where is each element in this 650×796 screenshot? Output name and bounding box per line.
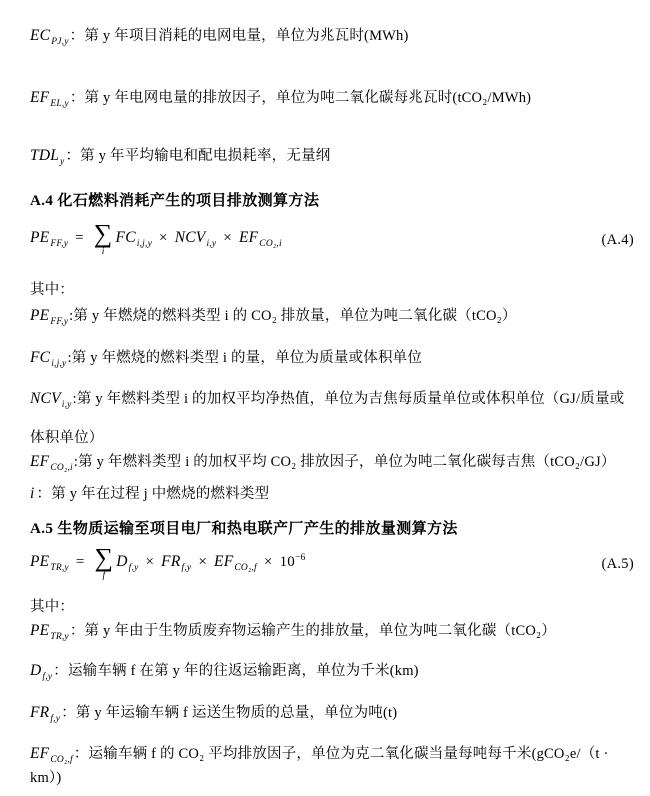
formula-token-op: =: [75, 230, 84, 246]
formula-token-op: ×: [198, 554, 208, 570]
formula-token-var: $FR_{f,y}$: [161, 553, 192, 573]
definition-ef-co2-f: [30, 743, 634, 789]
formula-token-pow: $10^{-6}$: [279, 553, 306, 570]
definition-text: ：第 y 年电网电量的排放因子，单位为吨二氧化碳每兆瓦时(tCO₂/MWh): [69, 90, 532, 106]
formula-token-var: $NCV_{i,y}$: [174, 229, 217, 249]
symbol-ef-el: $EF_{EL,y}$: [30, 89, 69, 109]
formula-token-op: ×: [145, 554, 155, 570]
definition-fr: [30, 702, 634, 727]
symbol-ef-co2-f: $EF_{CO_2,f}$: [30, 745, 73, 765]
symbol-i: i: [30, 485, 35, 502]
formula-token-op: ×: [223, 230, 232, 246]
symbol-ncv: $NCV_{i,y}$: [30, 390, 72, 410]
sigma-icon: ∑: [93, 219, 113, 248]
definition-text: ：第 y 年运输车辆 f 运送生物质的总量，单位为吨(t): [61, 705, 398, 721]
definition-text: :第 y 年燃料类型 i 的加权平均 CO₂ 排放因子，单位为吨二氧化碳每吉焦（tCO₂/GJ）: [73, 454, 616, 470]
formula-token-var: $PE_{TR,y}$: [30, 553, 69, 573]
definition-text: ：运输车辆 f 的 CO₂ 平均排放因子，单位为克二氧化碳当量每吨每千米(gCO₂e/（t · km）): [30, 746, 609, 786]
symbol-fc: $FC_{i,j,y}$: [30, 349, 67, 369]
formula-token-op: =: [75, 554, 85, 570]
formula-a5: [30, 543, 306, 581]
definition-ncv: [30, 382, 634, 455]
definition-ef-co2-i: [30, 451, 634, 476]
formula-token-sum: ∑ i: [93, 219, 113, 257]
definition-text: :第 y 年燃烧的燃料类型 i 的 CO₂ 排放量，单位为吨二氧化碳（tCO₂）: [69, 308, 517, 324]
formula-token-var: $EF_{CO_2,i}$: [238, 229, 282, 249]
where-label-a5: 其中：: [30, 599, 75, 615]
equation-label-a5: (A.5): [601, 556, 634, 573]
definition-pe-ff: [30, 305, 634, 330]
symbol-pe-ff: $PE_{FF,y}$: [30, 307, 69, 327]
symbol-pe-tr: $PE_{TR,y}$: [30, 622, 69, 642]
section-a4-heading: A.4 化石燃料消耗产生的项目排放测算方法: [30, 193, 320, 209]
formula-token-op: ×: [159, 230, 168, 246]
formula-token-var: $FC_{i,j,y}$: [115, 229, 153, 249]
definition-text: ：第 y 年由于生物质废弃物运输产生的排放量，单位为吨二氧化碳（tCO₂）: [69, 623, 556, 639]
definition-text: ：第 y 年在过程 j 中燃烧的燃料类型: [36, 486, 270, 502]
formula-token-var: $PE_{FF,y}$: [30, 229, 69, 249]
definition-d: [30, 660, 634, 685]
formula-token-var: $EF_{CO_2,f}$: [214, 553, 257, 573]
formula-a4-row: [30, 219, 634, 257]
definition-ec-pj: [30, 25, 634, 50]
equation-label-a4: (A.4): [601, 232, 634, 249]
section-a5-heading: A.5 生物质运输至项目电厂和热电联产厂产生的排放量测算方法: [30, 521, 458, 537]
formula-token-op: ×: [263, 554, 273, 570]
symbol-ec-pj: $EC_{PJ,y}$: [30, 27, 69, 47]
symbol-fr: $FR_{f,y}$: [30, 704, 61, 724]
definition-fc: [30, 347, 634, 372]
definition-i: [30, 483, 634, 508]
definition-text: :第 y 年燃料类型 i 的加权平均净热值，单位为吉焦每质量单位或体积单位（GJ/质量或体积单位）: [30, 391, 625, 446]
symbol-d: $D_{f,y}$: [30, 662, 53, 682]
formula-a5-row: [30, 543, 634, 581]
definition-text: ：第 y 年平均输电和配电损耗率，无量纲: [65, 148, 331, 164]
definition-tdl: [30, 145, 634, 170]
formula-token-sum: ∑ f: [94, 543, 114, 581]
definition-text: ：运输车辆 f 在第 y 年的往返运输距离，单位为千米(km): [53, 663, 419, 679]
sigma-icon: ∑: [94, 543, 114, 572]
where-label-a4: 其中：: [30, 282, 75, 298]
formula-a4: [30, 219, 282, 257]
formula-token-var: $D_{f,y}$: [116, 553, 139, 573]
definition-pe-tr: [30, 620, 634, 645]
definition-ef-el: [30, 87, 634, 112]
symbol-ef-co2-i: $EF_{CO_2,i}$: [30, 453, 73, 473]
definition-text: ：第 y 年项目消耗的电网电量，单位为兆瓦时(MWh): [69, 28, 409, 44]
definition-text: :第 y 年燃烧的燃料类型 i 的量，单位为质量或体积单位: [67, 350, 423, 366]
symbol-tdl: $TDL_y$: [30, 147, 65, 167]
